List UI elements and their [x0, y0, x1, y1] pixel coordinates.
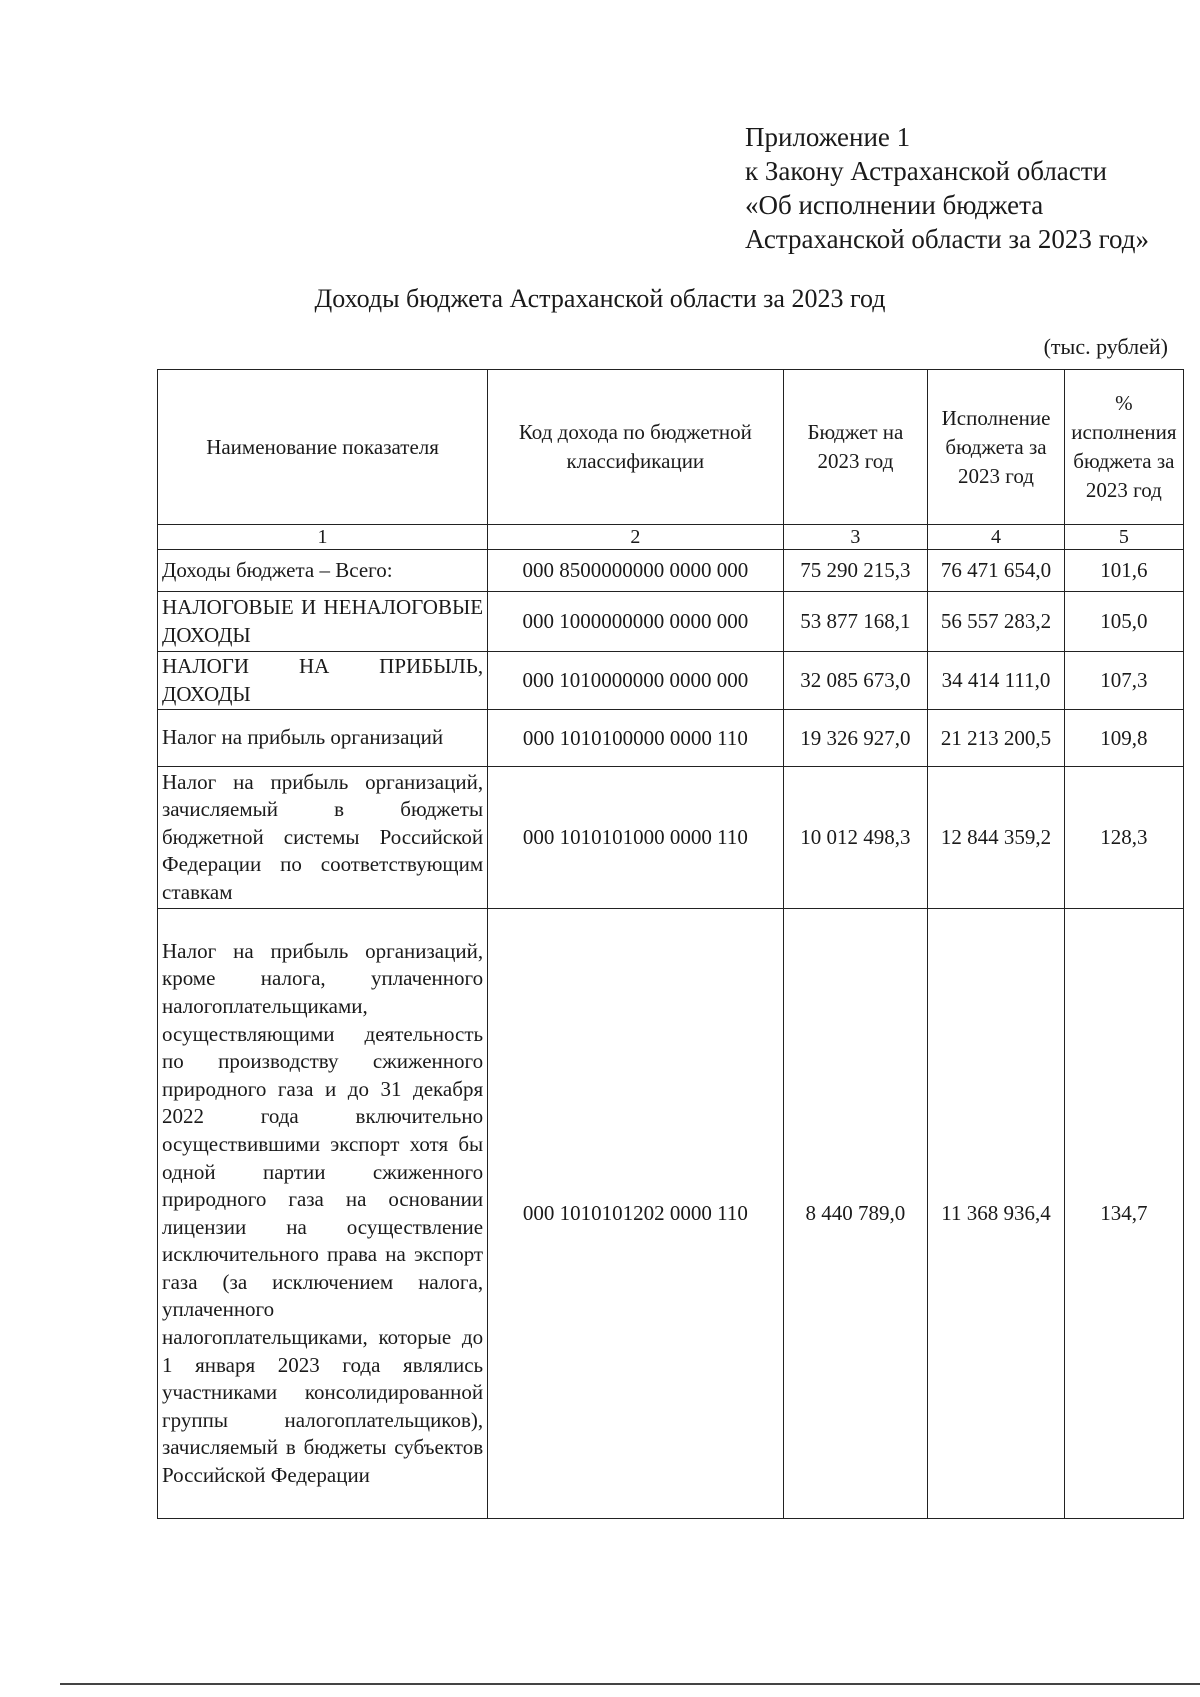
row-percent: 101,6 — [1064, 550, 1183, 592]
row-name: НАЛОГИ НА ПРИБЫЛЬ, ДОХОДЫ — [158, 652, 488, 710]
row-execution: 12 844 359,2 — [928, 767, 1065, 909]
row-execution: 11 368 936,4 — [928, 909, 1065, 1519]
row-budget: 19 326 927,0 — [783, 710, 928, 767]
appendix-caption — [745, 120, 1149, 256]
row-name: НАЛОГОВЫЕ И НЕНАЛОГОВЫЕ ДОХОДЫ — [158, 592, 488, 652]
row-code: 000 1010101000 0000 110 — [488, 767, 783, 909]
column-number: 1 — [158, 525, 488, 550]
header-budget: Бюджет на 2023 год — [783, 370, 928, 525]
table-row — [158, 592, 1184, 652]
row-name: Доходы бюджета – Всего: — [158, 550, 488, 592]
row-code: 000 1010000000 0000 000 — [488, 652, 783, 710]
table-row — [158, 767, 1184, 909]
page-bottom-rule — [60, 1683, 1200, 1685]
table-row — [158, 710, 1184, 767]
column-number: 2 — [488, 525, 783, 550]
row-percent: 105,0 — [1064, 592, 1183, 652]
row-code: 000 1010101202 0000 110 — [488, 909, 783, 1519]
row-percent: 107,3 — [1064, 652, 1183, 710]
appendix-line-1: Приложение 1 — [745, 122, 911, 152]
header-percent: % исполнения бюджета за 2023 год — [1064, 370, 1183, 525]
row-percent: 134,7 — [1064, 909, 1183, 1519]
row-percent: 109,8 — [1064, 710, 1183, 767]
appendix-line-3: «Об исполнении бюджета — [745, 190, 1044, 220]
header-execution: Исполнение бюджета за 2023 год — [928, 370, 1065, 525]
row-percent: 128,3 — [1064, 767, 1183, 909]
row-execution: 34 414 111,0 — [928, 652, 1065, 710]
row-code: 000 1010100000 0000 110 — [488, 710, 783, 767]
row-execution: 76 471 654,0 — [928, 550, 1065, 592]
row-budget: 8 440 789,0 — [783, 909, 928, 1519]
row-code: 000 8500000000 0000 000 — [488, 550, 783, 592]
income-table — [157, 369, 1184, 1519]
row-budget: 32 085 673,0 — [783, 652, 928, 710]
table-row — [158, 909, 1184, 1519]
column-number-row — [158, 525, 1184, 550]
row-name: Налог на прибыль организаций, зачисляемый в бюджеты бюджетной системы Российской Федерации по соответствующим ставкам — [158, 767, 488, 909]
row-code: 000 1000000000 0000 000 — [488, 592, 783, 652]
column-number: 5 — [1064, 525, 1183, 550]
row-name: Налог на прибыль организаций, кроме налога, уплаченного налогоплательщиками, осуществляющими деятельность по производству сжиженного природного газа и до 31 декабря 2022 года включительно осуществившими экспорт хотя бы одной партии сжиженного природного газа на основании лицензии на осуществление исключительного права на экспорт газа (за исключением налога, уплаченного налогоплательщиками, которые до 1 января 2023 года являлись участниками консолидированной группы налогоплательщиков), зачисляемый в бюджеты субъектов Российской Федерации — [158, 909, 488, 1519]
table-row — [158, 652, 1184, 710]
row-name: Налог на прибыль организаций — [158, 710, 488, 767]
header-code: Код дохода по бюджетной классификации — [488, 370, 783, 525]
row-budget: 75 290 215,3 — [783, 550, 928, 592]
header-name: Наименование показателя — [158, 370, 488, 525]
appendix-line-2: к Закону Астраханской области — [745, 156, 1108, 186]
row-budget: 53 877 168,1 — [783, 592, 928, 652]
row-execution: 56 557 283,2 — [928, 592, 1065, 652]
units-note: (тыс. рублей) — [1043, 334, 1168, 359]
column-number: 4 — [928, 525, 1065, 550]
row-execution: 21 213 200,5 — [928, 710, 1065, 767]
document-title: Доходы бюджета Астраханской области за 2023 год — [314, 284, 886, 313]
row-budget: 10 012 498,3 — [783, 767, 928, 909]
table-row — [158, 550, 1184, 592]
header-row — [158, 370, 1184, 525]
appendix-line-4: Астраханской области за 2023 год» — [745, 224, 1149, 254]
column-number: 3 — [783, 525, 928, 550]
